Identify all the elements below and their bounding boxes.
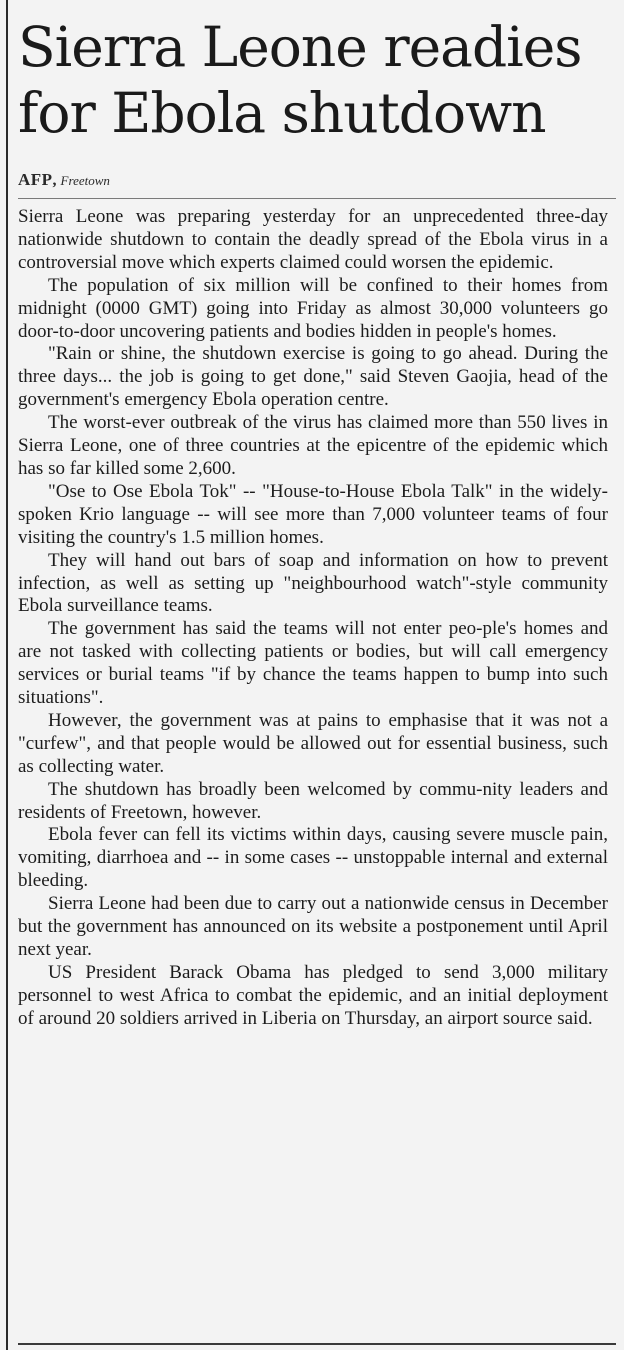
paragraph: The government has said the teams will not enter peo-ple's homes and are not tasked with collecting patients or bodies, but will call emergency services or burial teams "if by chance the teams happen to bump into such situations".: [18, 618, 608, 709]
paragraph: Ebola fever can fell its victims within days, causing severe muscle pain, vomiting, diarrhoea and -- in some cases -- unstoppable internal and external bleeding.: [18, 824, 608, 892]
paragraph: "Ose to Ose Ebola Tok" -- "House-to-House Ebola Talk" in the widely-spoken Krio language -- will see more than 7,000 volunteer teams of four visiting the country's 1.5 million homes.: [18, 480, 608, 548]
byline: [18, 170, 110, 191]
divider-bottom: [18, 1343, 616, 1345]
paragraph: The worst-ever outbreak of the virus has claimed more than 550 lives in Sierra Leone, one of three countries at the epicentre of the epidemic which has so far killed some 2,600.: [18, 412, 608, 479]
paragraph: Sierra Leone had been due to carry out a nationwide census in December but the government has announced on its website a postponement until April next year.: [18, 893, 608, 960]
byline-dateline: Freetown: [60, 173, 110, 188]
column-rule-left: [6, 0, 8, 1350]
paragraph: "Rain or shine, the shutdown exercise is going to go ahead. During the three days... the job is going to get done," said Steven Gaojia, head of the government's emergency Ebola operation centre.: [18, 343, 608, 411]
byline-agency: AFP: [18, 170, 53, 189]
paragraph: However, the government was at pains to emphasise that it was not a "curfew", and that people would be allowed out for essential business, such as collecting water.: [18, 709, 608, 777]
headline: Sierra Leone readies for Ebola shutdown: [18, 15, 582, 145]
paragraph: They will hand out bars of soap and information on how to prevent infection, as well as setting up "neighbourhood watch"-style community Ebola surveillance teams.: [18, 549, 608, 617]
article-body: [18, 206, 608, 1031]
paragraph: The shutdown has broadly been welcomed by commu-nity leaders and residents of Freetown, however.: [18, 778, 608, 823]
divider-top: [18, 198, 616, 199]
paragraph: Sierra Leone was preparing yesterday for an unprecedented three-day nationwide shutdown to contain the deadly spread of the Ebola virus in a controversial move which experts claimed could worsen the epidemic.: [18, 206, 608, 273]
paragraph: US President Barack Obama has pledged to send 3,000 military personnel to west Africa to combat the epidemic, and an initial deployment of around 20 soldiers arrived in Liberia on Thursday, an airport source said.: [18, 961, 608, 1029]
paragraph: The population of six million will be confined to their homes from midnight (0000 GMT) going into Friday as almost 30,000 volunteers go door-to-door uncovering patients and bodies hidden in people's homes.: [18, 274, 608, 342]
byline-separator: ,: [52, 172, 57, 189]
